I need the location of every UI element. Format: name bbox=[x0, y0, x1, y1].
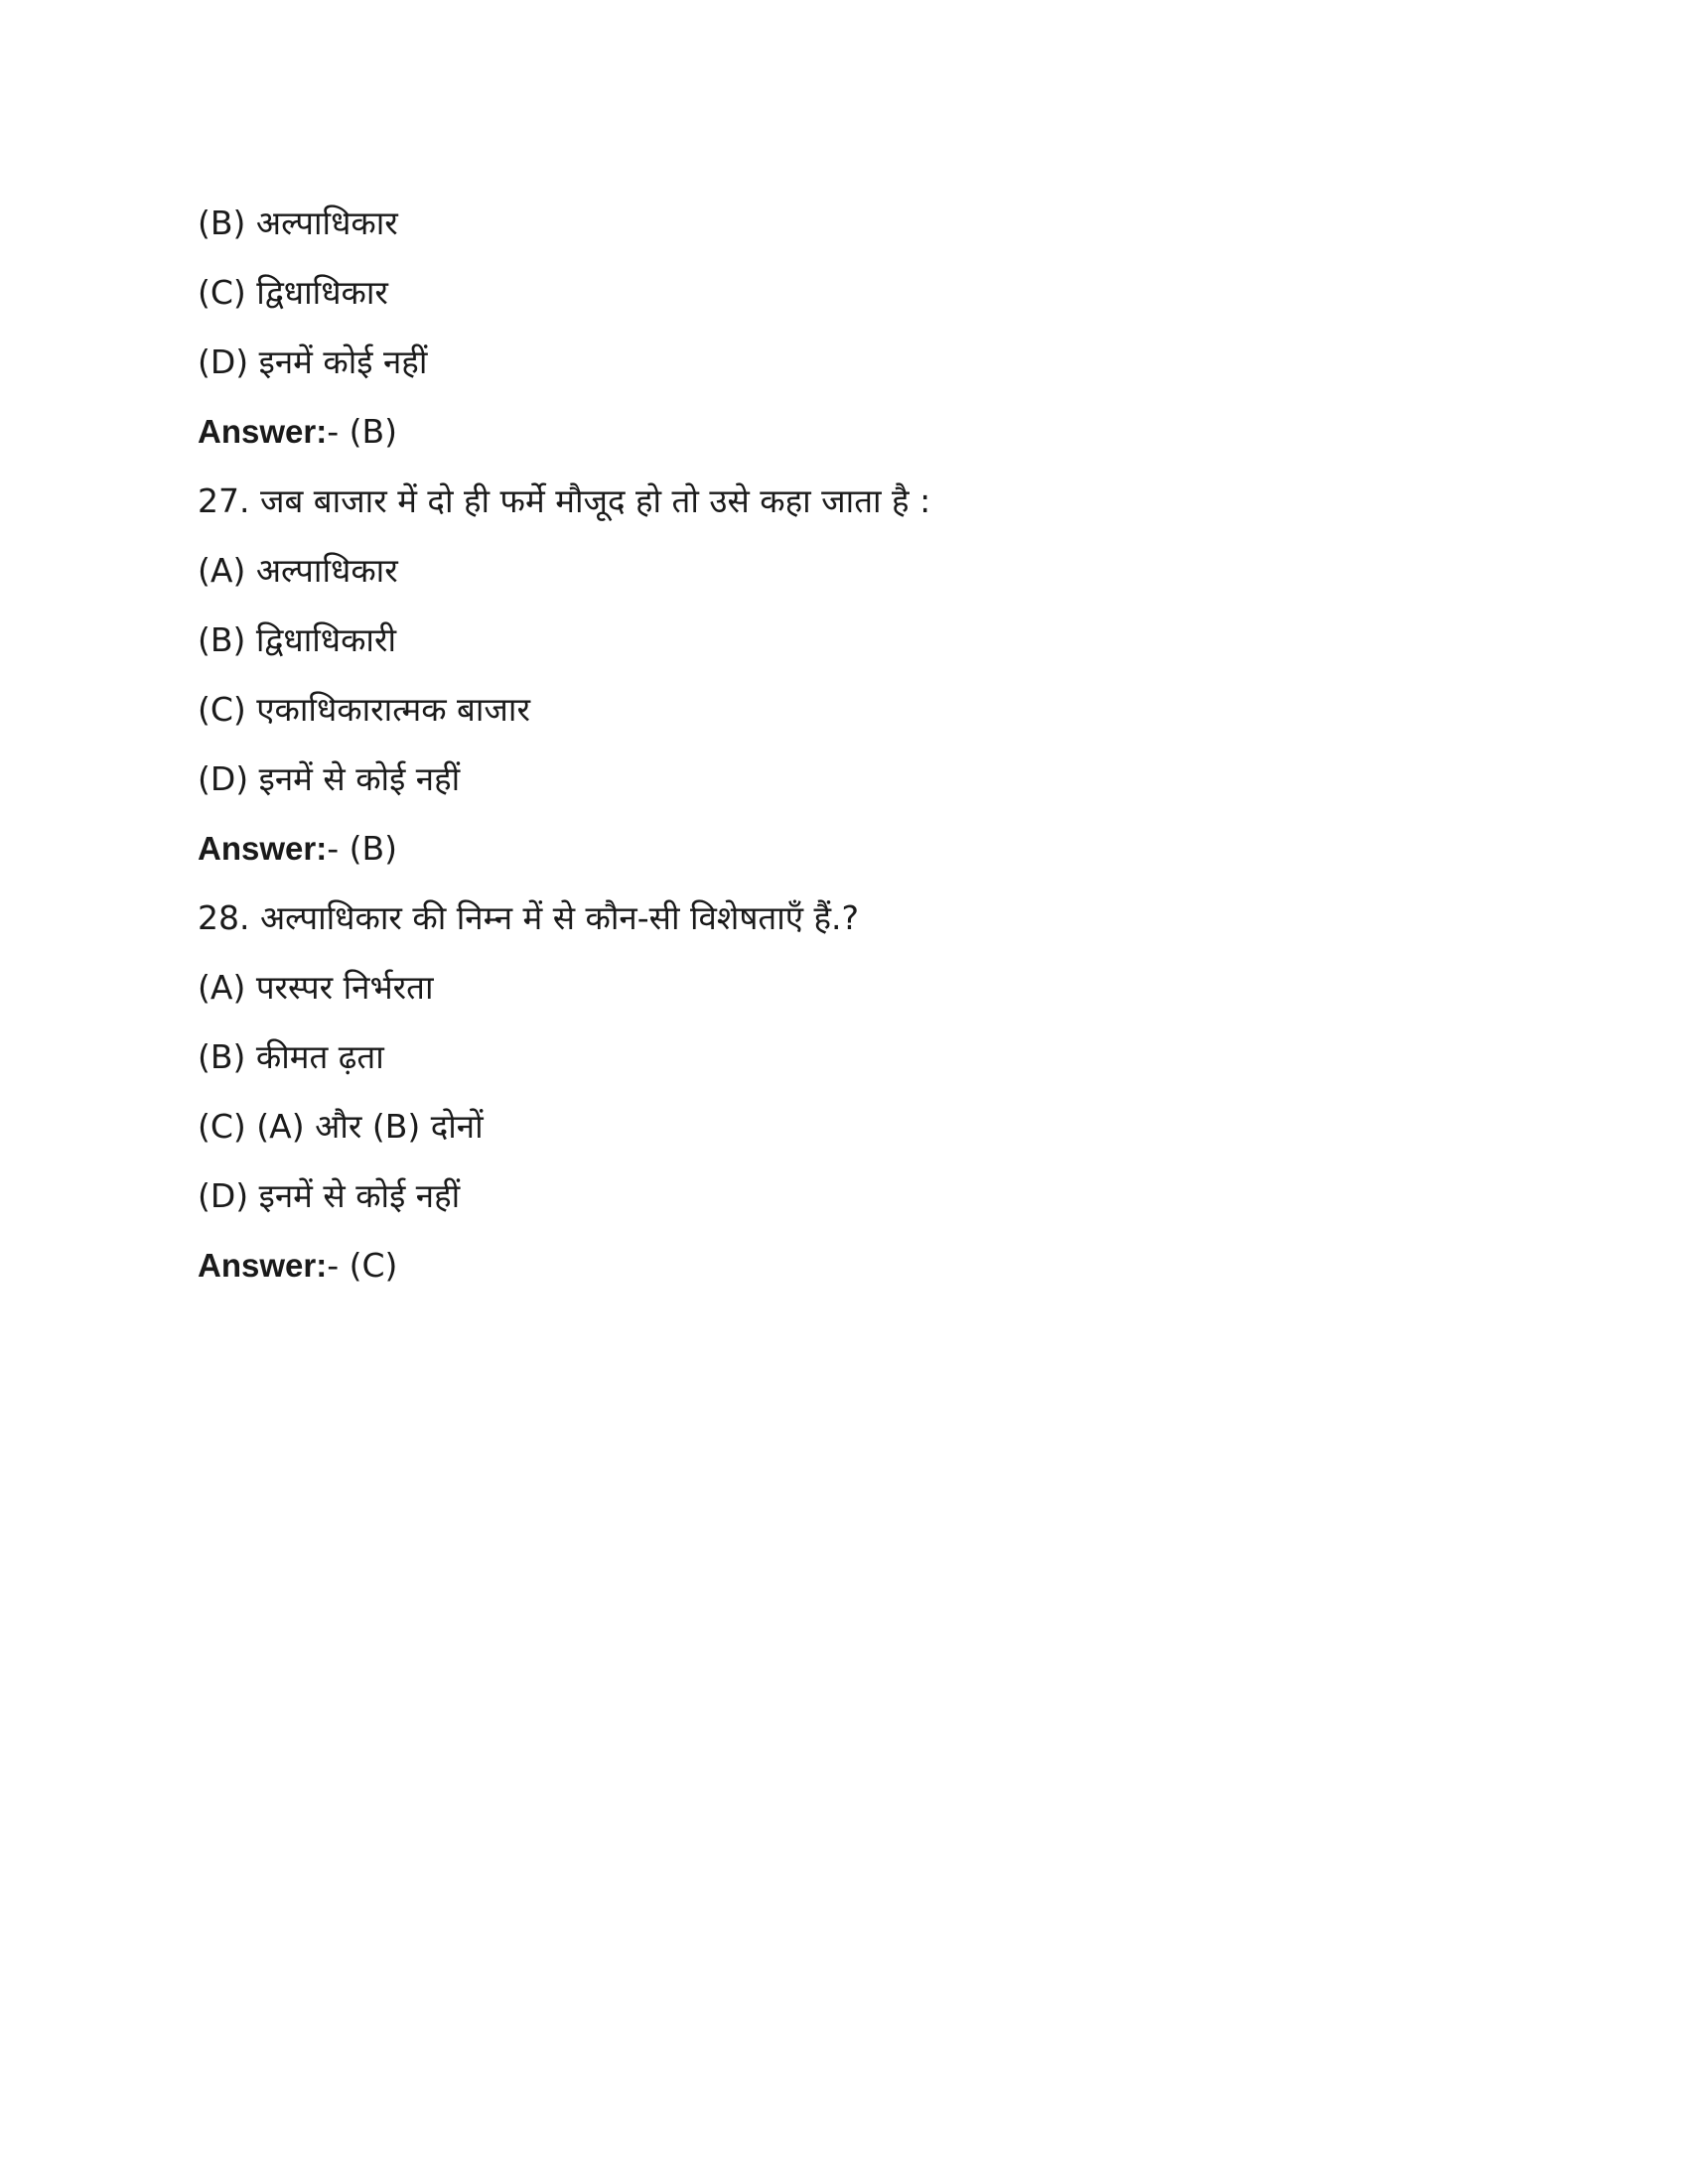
q28-option-c: (C) (A) और (B) दोनों bbox=[198, 1107, 484, 1146]
q27-answer-label: Answer: bbox=[198, 830, 328, 867]
option-b: (B) अल्पाधिकार bbox=[198, 204, 398, 242]
q28-answer-value: - (C) bbox=[327, 1246, 398, 1285]
q28-option-a: (A) परस्पर निर्भरता bbox=[198, 968, 434, 1007]
q28-option-d: (D) इनमें से कोई नहीं bbox=[198, 1176, 461, 1215]
q27-option-a: (A) अल्पाधिकार bbox=[198, 551, 398, 590]
q28-answer-label: Answer: bbox=[198, 1247, 328, 1284]
q28-answer-line bbox=[198, 1231, 1488, 1300]
page-content bbox=[198, 189, 1488, 1300]
option-d: (D) इनमें कोई नहीं bbox=[198, 342, 428, 381]
question-27-text: 27. जब बाजार में दो ही फर्मे मौजूद हो तो उसे कहा जाता है : bbox=[198, 481, 931, 520]
answer-value: - (B) bbox=[327, 412, 397, 451]
answer-label: Answer: bbox=[198, 413, 328, 450]
answer-line bbox=[198, 397, 1488, 467]
q27-answer-value: - (B) bbox=[327, 829, 397, 868]
q28-option-b: (B) कीमत ढ़ता bbox=[198, 1037, 384, 1076]
q27-answer-line bbox=[198, 814, 1488, 884]
q27-option-c: (C) एकाधिकारात्मक बाजार bbox=[198, 690, 530, 729]
option-c: (C) द्विधाधिकार bbox=[198, 273, 388, 312]
question-28-text: 28. अल्पाधिकार की निम्न में से कौन-सी विशेषताएँ हैं.? bbox=[198, 898, 860, 937]
q27-option-b: (B) द्विधाधिकारी bbox=[198, 620, 397, 659]
q27-option-d: (D) इनमें से कोई नहीं bbox=[198, 759, 461, 798]
